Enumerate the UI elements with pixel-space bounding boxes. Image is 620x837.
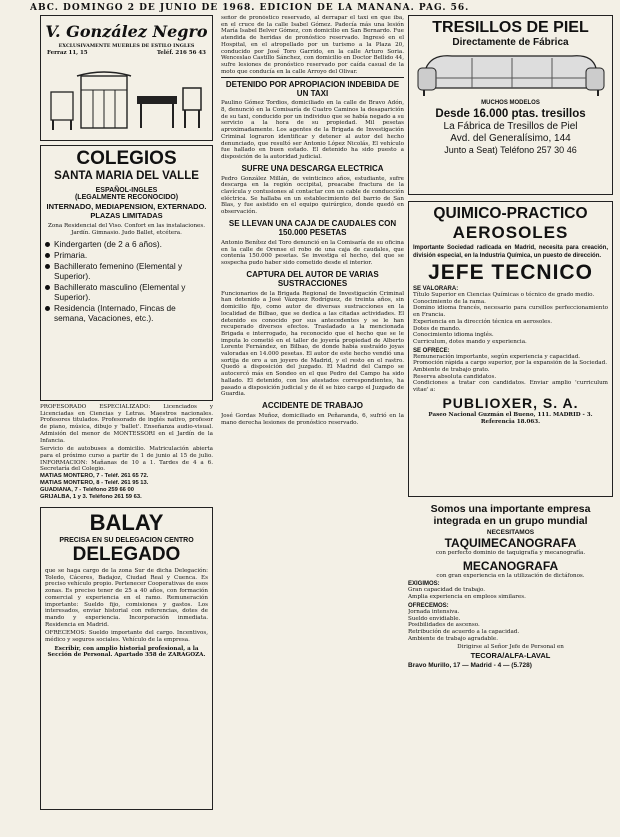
list-item: Primaria. <box>45 250 208 260</box>
balay-ofrecemos: OFRECEMOS: Sueldo importante del cargo. Incentivos, médico y seguros sociales. Vehículo de la empresa. <box>45 630 208 644</box>
tecora-name: TECORA/ALFA-LAVAL <box>470 651 551 661</box>
colegios-recognized: (LEGALMENTE RECONOCIDO) <box>74 194 179 201</box>
tresillos-ad <box>408 15 613 195</box>
news-title: CAPTURA DEL AUTOR DE VARIAS SUSTRACCIONES <box>246 269 379 288</box>
exig-heading: EXIGIMOS: <box>408 581 440 588</box>
somos-ad <box>408 503 613 815</box>
list-item: Reserva absoluta candidatos. <box>413 373 497 380</box>
quimico-jefe: JEFE TECNICO <box>428 261 593 284</box>
quimico-title: QUIMICO-PRACTICO <box>433 205 588 222</box>
publioxer-name: PUBLIOXER, S. A. <box>442 394 579 411</box>
list-item: Experiencia en la dirección técnica en aerosoles. <box>413 318 552 325</box>
news-continued: señor de pronóstico reservado, al derrapar el taxi en que iba, en el cruce de la calle Isabel Gómez. Padecía más una lesión María Isabel Belver Gómez, con domicilio en San Bernardo. Fue atendida de heridas de pronóstico reservado. Ingresó en el Hospital, en el atropellado por un turismo a la Plaza 20, conducido por José Toro Garrido, en la calle Arturo Soria. Wenceslao Castillo Sánchez, con domicilio en Doctor Bellido 44, sufre lesiones de pronóstico reservado por caída casual de la moto que conducía en la calle Arroyo del Olivar. <box>221 15 404 75</box>
ofre-heading: OFRECEMOS: <box>408 602 449 609</box>
quimico-aerosoles: AEROSOLES <box>452 223 569 242</box>
news-title: DETENIDO POR APROPIACION INDEBIDA DE UN TAXI <box>225 80 400 99</box>
list-item: Conocimiento idioma inglés. <box>413 332 494 339</box>
somos-subtitle: integrada en un grupo mundial <box>433 515 588 527</box>
tresillos-address: Avd. del Generalísimo, 144 <box>450 133 571 144</box>
tresillos-factory: La Fábrica de Tresillos de Piel <box>443 121 578 132</box>
list-item: Posibilidades de ascenso. <box>408 622 480 629</box>
news-body: Pedro González Millán, de veinticinco años, estudiante, sufre descarga en la región occipital, preacabe fractura de la clavícula y contusiones al contactar con un cable de conducción eléctrica. Se hallaba en un establecimiento del barrio de San Blas, y fue asistido en el equipo quirúrgico, donde quedó en observación. <box>221 175 404 216</box>
address-line: GRIJALBA, 1 y 3. Teléfono 261 59 63. <box>40 494 142 501</box>
news-body: Antonio Benítez del Toro denunció en la Comisaría de su oficina en la calle de Orense el robo de una caja de caudales, que contenía 150.000 pesetas. Se investiga el hecho, del que se sospecha pudo haber sido cometido desde el interior. <box>221 239 404 266</box>
balay-precisa: PRECISA EN SU DELEGACION CENTRO <box>59 537 194 545</box>
ofrece-heading: SE OFRECE: <box>413 347 450 354</box>
taqui-title: TAQUIMECANOGRAFA <box>444 536 577 550</box>
list-item: Gran capacidad de trabajo. <box>408 587 486 594</box>
gonzalez-phone: Teléf. 216 56 43 <box>156 50 206 56</box>
list-item: Conocimiento de la rama. <box>413 298 486 305</box>
news-title: SE LLEVAN UNA CAJA DE CAUDALES CON 150.000 PESETAS <box>228 218 397 237</box>
list-item: Ambiente de trabajo grato. <box>413 367 490 374</box>
column-left <box>40 15 213 835</box>
list-item: Promoción rápida a cargo superior, por la expansión de la Sociedad. <box>413 360 607 367</box>
list-item: Kindergarten (de 2 a 6 años). <box>45 239 208 249</box>
list-item: Dotes de mando. <box>413 325 461 332</box>
colegios-title: COLEGIOS <box>76 148 177 169</box>
balay-escribir: Escribir, con amplio historial profesional, a la Sección de Personal. Apartado 358 de ZARAGOZA. <box>47 645 206 659</box>
balay-text: que se haga cargo de la zona Sur de dicha Delegación: Toledo, Cáceres, Badajoz, Ciudad Real y Cuenca. Es preciso vehículo propio. Pertenecer Cooperativas de esos zonas. Es preciso tener de 25 a 40 años, con formación comercial y experiencia en el ramo. Remuneración importante: Sueldo fijo, comisiones y gastos. Los interesados, enviar historial con referencias, dotes de mando y experiencia. Incorporación inmediata. Residencia en Madrid. <box>45 568 208 628</box>
list-item: Domino idioma francés, necesario para cursillos perfeccionamiento en Francia. <box>413 305 608 319</box>
meca-text: con gran experiencia en la utilización de dictáfonos. <box>436 572 585 579</box>
news-body: José Gordas Muñoz, domiciliado en Peñaranda, 6, sufrió en la mano derecha lesiones de pronóstico reservado. <box>221 412 404 426</box>
column-middle <box>221 15 404 835</box>
ofrece-list <box>413 354 608 394</box>
list-item: Bachillerato femenino (Elemental y Superior). <box>45 261 208 281</box>
meca-title: MECANOGRAFA <box>462 558 559 573</box>
column-right <box>408 15 613 835</box>
somos-title: Somos una importante empresa <box>430 503 591 515</box>
somos-dirigirse: Dirigirse al Señor Jefe de Personal en <box>457 644 564 651</box>
ofre-list <box>408 609 613 643</box>
list-item: Curriculum, dotes mando y experiencia. <box>413 338 527 345</box>
sofa-illustration <box>412 50 609 100</box>
colegios-ad <box>40 145 213 401</box>
quimico-ad <box>408 201 613 497</box>
colegios-profesorado: PROFESORADO ESPECIALIZADO: Licenciados y Licenciadas en Ciencias y Letras. Maestros nacionales. Profesores titulados. Profesorado de inglés nativo, profesor de piano, música, dibujo y 'ballet'. Enseñanza audio-visual. Admisión del menor de MONTESSORI en el Jardín de la Infancia. <box>40 404 213 444</box>
colegios-addresses <box>40 473 213 501</box>
list-item: Condiciones a tratar con candidatos. Enviar amplio 'curriculum vitae' a: <box>413 380 608 394</box>
taqui-text: con perfecto dominio de taquigrafía y mecanografía. <box>435 550 586 556</box>
tresillos-title: TRESILLOS DE PIEL <box>432 19 589 36</box>
valorara-heading: SE VALORARA: <box>413 286 459 292</box>
gonzalez-ad <box>40 15 213 141</box>
balay-logo: BALAY <box>89 510 164 536</box>
colegios-language: ESPAÑOL-INGLES <box>95 187 158 194</box>
list-item: Amplia experiencia en empleos similares. <box>408 594 526 601</box>
colegios-bullets <box>45 239 208 323</box>
news-body: Funcionarios de la Brigada Regional de Investigación Criminal han detenido a José Vázquez Rodríguez, de treinta años, sin domicilio fijo, como autor de diversas sustracciones en la localidad de Bilbao, que se dedica a las citadas actividades. El detenido es conocido por sus antecedentes y se le han recuperado diversos efectos. Trasladado a la mencionada Brigada e interrogado, ha reconocido que el hecho que se le imputa lo cometió en el taller de joyería propiedad de Alberto Lorente Fernández, en Bilbao, de donde había sustraído joyas valoradas en 14.000 pesetas. El autor de este hecho vendió una sortija de oro a un joyero de Madrid, y el resto en el rastro. Quedó a disposición del juzgado. El Madrid del Campo se autocercó más en Sondeo en el que Pedro del Campo ha sido hallado. El detenido, con los atestados correspondientes, ha pasado a disposición judicial y de él se hizo cargo el Juzgado de Guardia. <box>221 290 404 398</box>
news-title: SUFRE UNA DESCARGA ELECTRICA <box>241 163 384 173</box>
list-item: Residencia (Internado, Fincas de semana, Vacaciones, etc.). <box>45 303 208 323</box>
page-header: ABC. DOMINGO 2 DE JUNIO DE 1968. EDICION DE LA MAÑANA. PAG. 56. <box>30 3 470 13</box>
tecora-address: Bravo Murillo, 17 — Madrid - 4 — (5.728) <box>408 662 532 670</box>
list-item: Sueldo envidiable. <box>408 615 461 622</box>
exig-list <box>408 587 613 600</box>
furniture-illustration <box>41 68 212 138</box>
list-item: Remuneración importante, según experiencia y capacidad. <box>413 353 581 360</box>
colegios-zona: Zona Residencial del Viso. Confort en las instalaciones. Jardín. Gimnasio. Judo Ballet, etcétera. <box>47 223 206 236</box>
colegios-subtitle: SANTA MARIA DEL VALLE <box>54 170 199 182</box>
gonzalez-address: Ferraz 11, 15 <box>47 50 88 56</box>
list-item: Título Superior en Ciencias Químicas o técnico de grado medio. <box>413 292 595 298</box>
quimico-text: Importante Sociedad radicada en Madrid, necesita para creación, división especial, en la Industria Química, un puesto de dirección. <box>413 245 608 259</box>
news-body: Paulino Gómez Tordios, domiciliado en la calle de Bravo Adón, 8, denunció en la Comisaría de Cuatro Caminos la desaparición de su taxi, conducido por un individuo que se había negado a su servicio a la hora de su propiedad. Mil pesetas aproximadamente. Los agentes de la Brigada de Investigación Criminal lograron identificar y detener al autor del hecho denunciado, que resultó ser Antonio López Nicolás, El vehículo fue hallado en buen estado. El detenido ha sido puesto a disposición de la autoridad judicial. <box>221 100 404 160</box>
address-line: MATIAS MONTERO, 8 - Teléf. 261 95 13. <box>40 480 149 487</box>
news-title: ACCIDENTE DE TRABAJO <box>262 400 363 410</box>
address-line: MATIAS MONTERO, 7 - Teléf. 261 65 72. <box>40 473 149 480</box>
colegios-servicio: Servicio de autobuses a domicilio. Matriculación abierta para el próximo curso a partir de 1 de junio al 15 de julio. INFORMACION: Mañanas de 10 a 1. Tardes de 4 a 6. Secretaría del Colegio. <box>40 446 213 473</box>
balay-ad <box>40 507 213 810</box>
list-item: Jornada intensiva. <box>408 608 460 615</box>
tresillos-phone: Junto a Seat) Teléfono 257 30 46 <box>444 145 577 155</box>
list-item: Ambiente de trabajo agradable. <box>408 635 498 642</box>
tresillos-subtitle: Directamente de Fábrica <box>452 37 569 48</box>
valorara-list <box>413 292 608 346</box>
address-line: GUADIANA, 7 - Teléfono 259 66 00 <box>40 487 134 494</box>
list-item: Retribución de acuerdo a la capacidad. <box>408 628 520 635</box>
balay-delegado: DELEGADO <box>72 544 181 566</box>
tresillos-modelos: MUCHOS MODELOS <box>481 100 540 106</box>
tresillos-price: Desde 16.000 ptas. tresillos <box>435 108 586 120</box>
publioxer-address: Paseo Nacional Guzmán el Bueno, 111. MADRID - 3. Referencia 18.063. <box>428 411 593 425</box>
gonzalez-subtitle: EXCLUSIVAMENTE MUEBLES DE ESTILO INGLES <box>58 43 195 49</box>
somos-necesitamos: NECESITAMOS <box>486 529 535 536</box>
colegios-internado: INTERNADO, MEDIAPENSION, EXTERNADO. PLAZAS LIMITADAS <box>46 202 207 220</box>
gonzalez-logo: V. González Negro <box>45 22 208 41</box>
list-item: Bachillerato masculino (Elemental y Superior). <box>45 282 208 302</box>
